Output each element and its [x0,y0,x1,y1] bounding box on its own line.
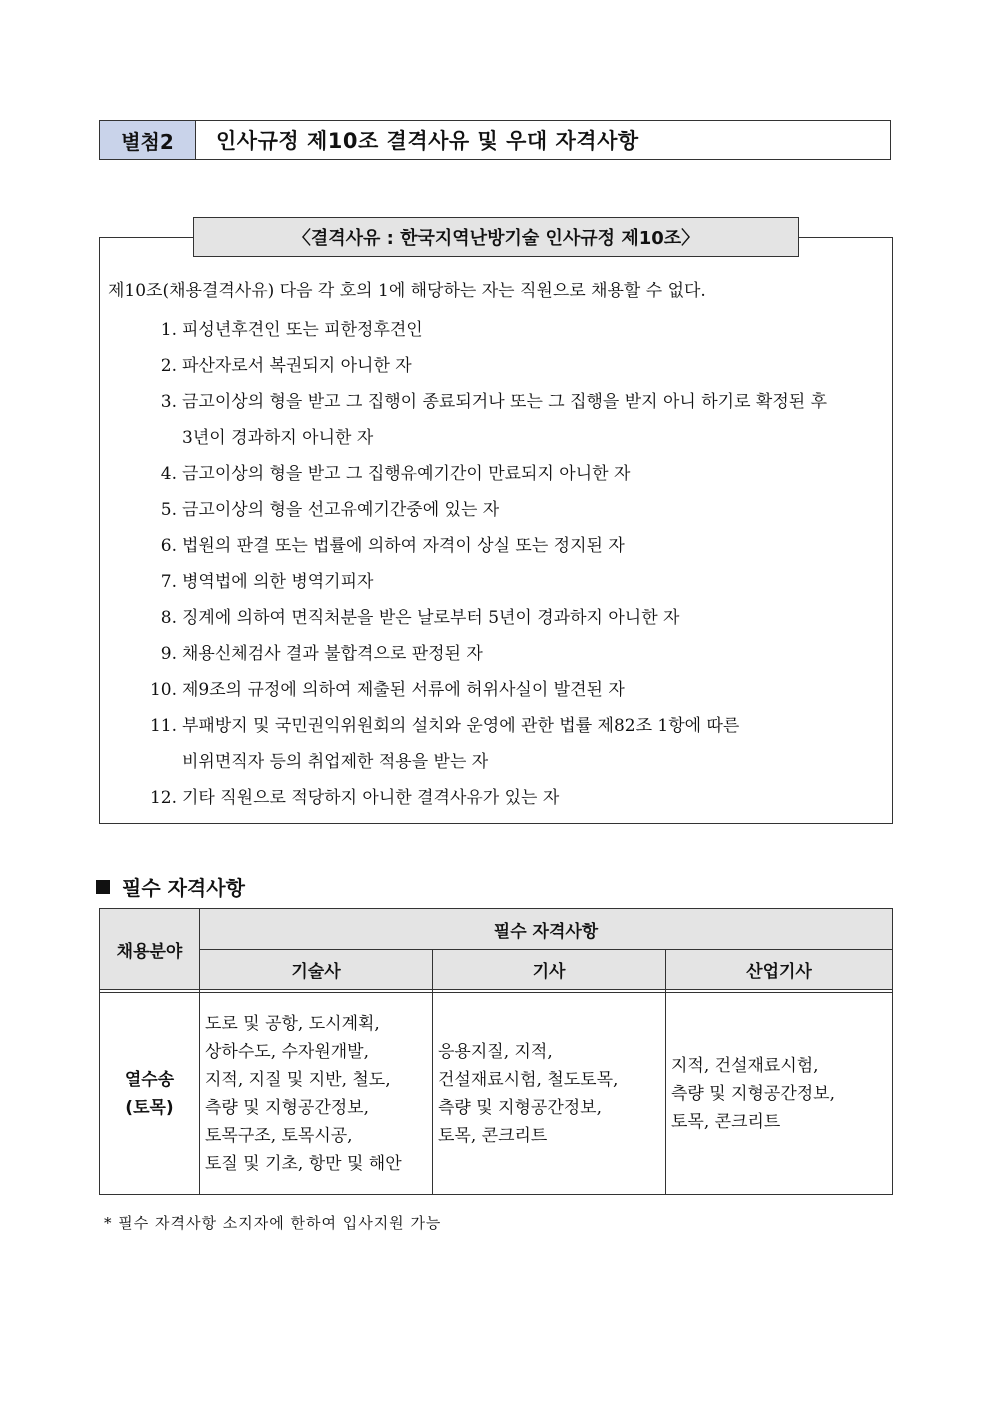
required-section-heading [96,872,245,901]
list-item [140,564,890,600]
item-text: 징계에 의하여 면직처분을 받은 날로부터 5년이 경과하지 아니한 자 [182,608,680,628]
list-item [140,636,890,672]
table-header-row [100,909,893,950]
column-header-field: 채용분야 [100,909,200,990]
disqualification-header: 〈결격사유 : 한국지역난방기술 인사규정 제10조〉 [193,217,799,257]
attachment-title-bar [99,120,891,160]
column-header-engineer: 기사 [433,950,666,990]
page-title: 인사규정 제10조 결격사유 및 우대 자격사항 [216,129,639,153]
required-qualifications-table [99,908,893,1195]
disqualification-list [140,312,890,816]
list-item [140,312,890,348]
item-text: 금고이상의 형을 선고유예기간중에 있는 자 [182,500,500,520]
attachment-tag: 별첨2 [100,121,196,159]
item-text: 금고이상의 형을 받고 그 집행유예기간이 만료되지 아니한 자 [182,464,631,484]
field-cell: 열수송 (토목) [100,993,200,1195]
list-item [140,456,890,492]
item-text: 기타 직원으로 적당하지 아니한 결격사유가 있는 자 [182,788,560,808]
list-item [140,528,890,564]
item-number: 11. [149,716,177,736]
item-text: 채용신체검사 결과 불합격으로 판정된 자 [182,644,483,664]
item-number: 6. [160,536,177,556]
item-text: 병역법에 의한 병역기피자 [182,572,374,592]
item-number: 4. [160,464,177,484]
column-header-professional-engineer: 기술사 [200,950,433,990]
industrial-engineer-cell: 지적, 건설재료시험, 측량 및 지형공간정보, 토목, 콘크리트 [666,993,893,1195]
item-number: 12. [149,788,177,808]
item-text: 금고이상의 형을 받고 그 집행이 종료되거나 또는 그 집행을 받지 아니 하기로 확정된 후 3년이 경과하지 아니한 자 [182,392,828,448]
engineer-cell: 응용지질, 지적, 건설재료시험, 철도토목, 측량 및 지형공간정보, 토목, 콘크리트 [433,993,666,1195]
list-item [140,492,890,528]
item-number: 8. [160,608,177,628]
item-number: 7. [160,572,177,592]
item-text: 파산자로서 복권되지 아니한 자 [182,356,412,376]
list-item [140,708,890,780]
list-item [140,348,890,384]
item-text: 제9조의 규정에 의하여 제출된 서류에 허위사실이 발견된 자 [182,680,625,700]
item-number: 3. [160,392,177,412]
list-item [140,384,890,456]
column-header-group: 필수 자격사항 [200,909,893,950]
list-item [140,600,890,636]
item-text: 피성년후견인 또는 피한정후견인 [182,320,423,340]
disqualification-intro: 제10조(채용결격사유) 다음 각 호의 1에 해당하는 자는 직원으로 채용할 수 없다. [108,281,706,301]
item-text: 부패방지 및 국민권익위원회의 설치와 운영에 관한 법률 제82조 1항에 따른 비위면직자 등의 취업제한 적용을 받는 자 [182,716,740,772]
square-bullet-icon [96,880,110,894]
item-number: 1. [160,320,177,340]
item-number: 10. [149,680,177,700]
item-text: 법원의 판결 또는 법률에 의하여 자격이 상실 또는 정지된 자 [182,536,625,556]
table-row [100,993,893,1195]
professional-engineer-cell: 도로 및 공항, 도시계획, 상하수도, 수자원개발, 지적, 지질 및 지반, 철도, 측량 및 지형공간정보, 토목구조, 토목시공, 토질 및 기초, 항만 및 해안 [200,993,433,1195]
table-subheader-row [100,950,893,990]
column-header-industrial-engineer: 산업기사 [666,950,893,990]
list-item [140,780,890,816]
required-heading-text: 필수 자격사항 [122,876,245,900]
item-number: 5. [160,500,177,520]
list-item [140,672,890,708]
item-number: 9. [160,644,177,664]
footnote: * 필수 자격사항 소지자에 한하여 입사지원 가능 [104,1214,442,1232]
item-number: 2. [160,356,177,376]
